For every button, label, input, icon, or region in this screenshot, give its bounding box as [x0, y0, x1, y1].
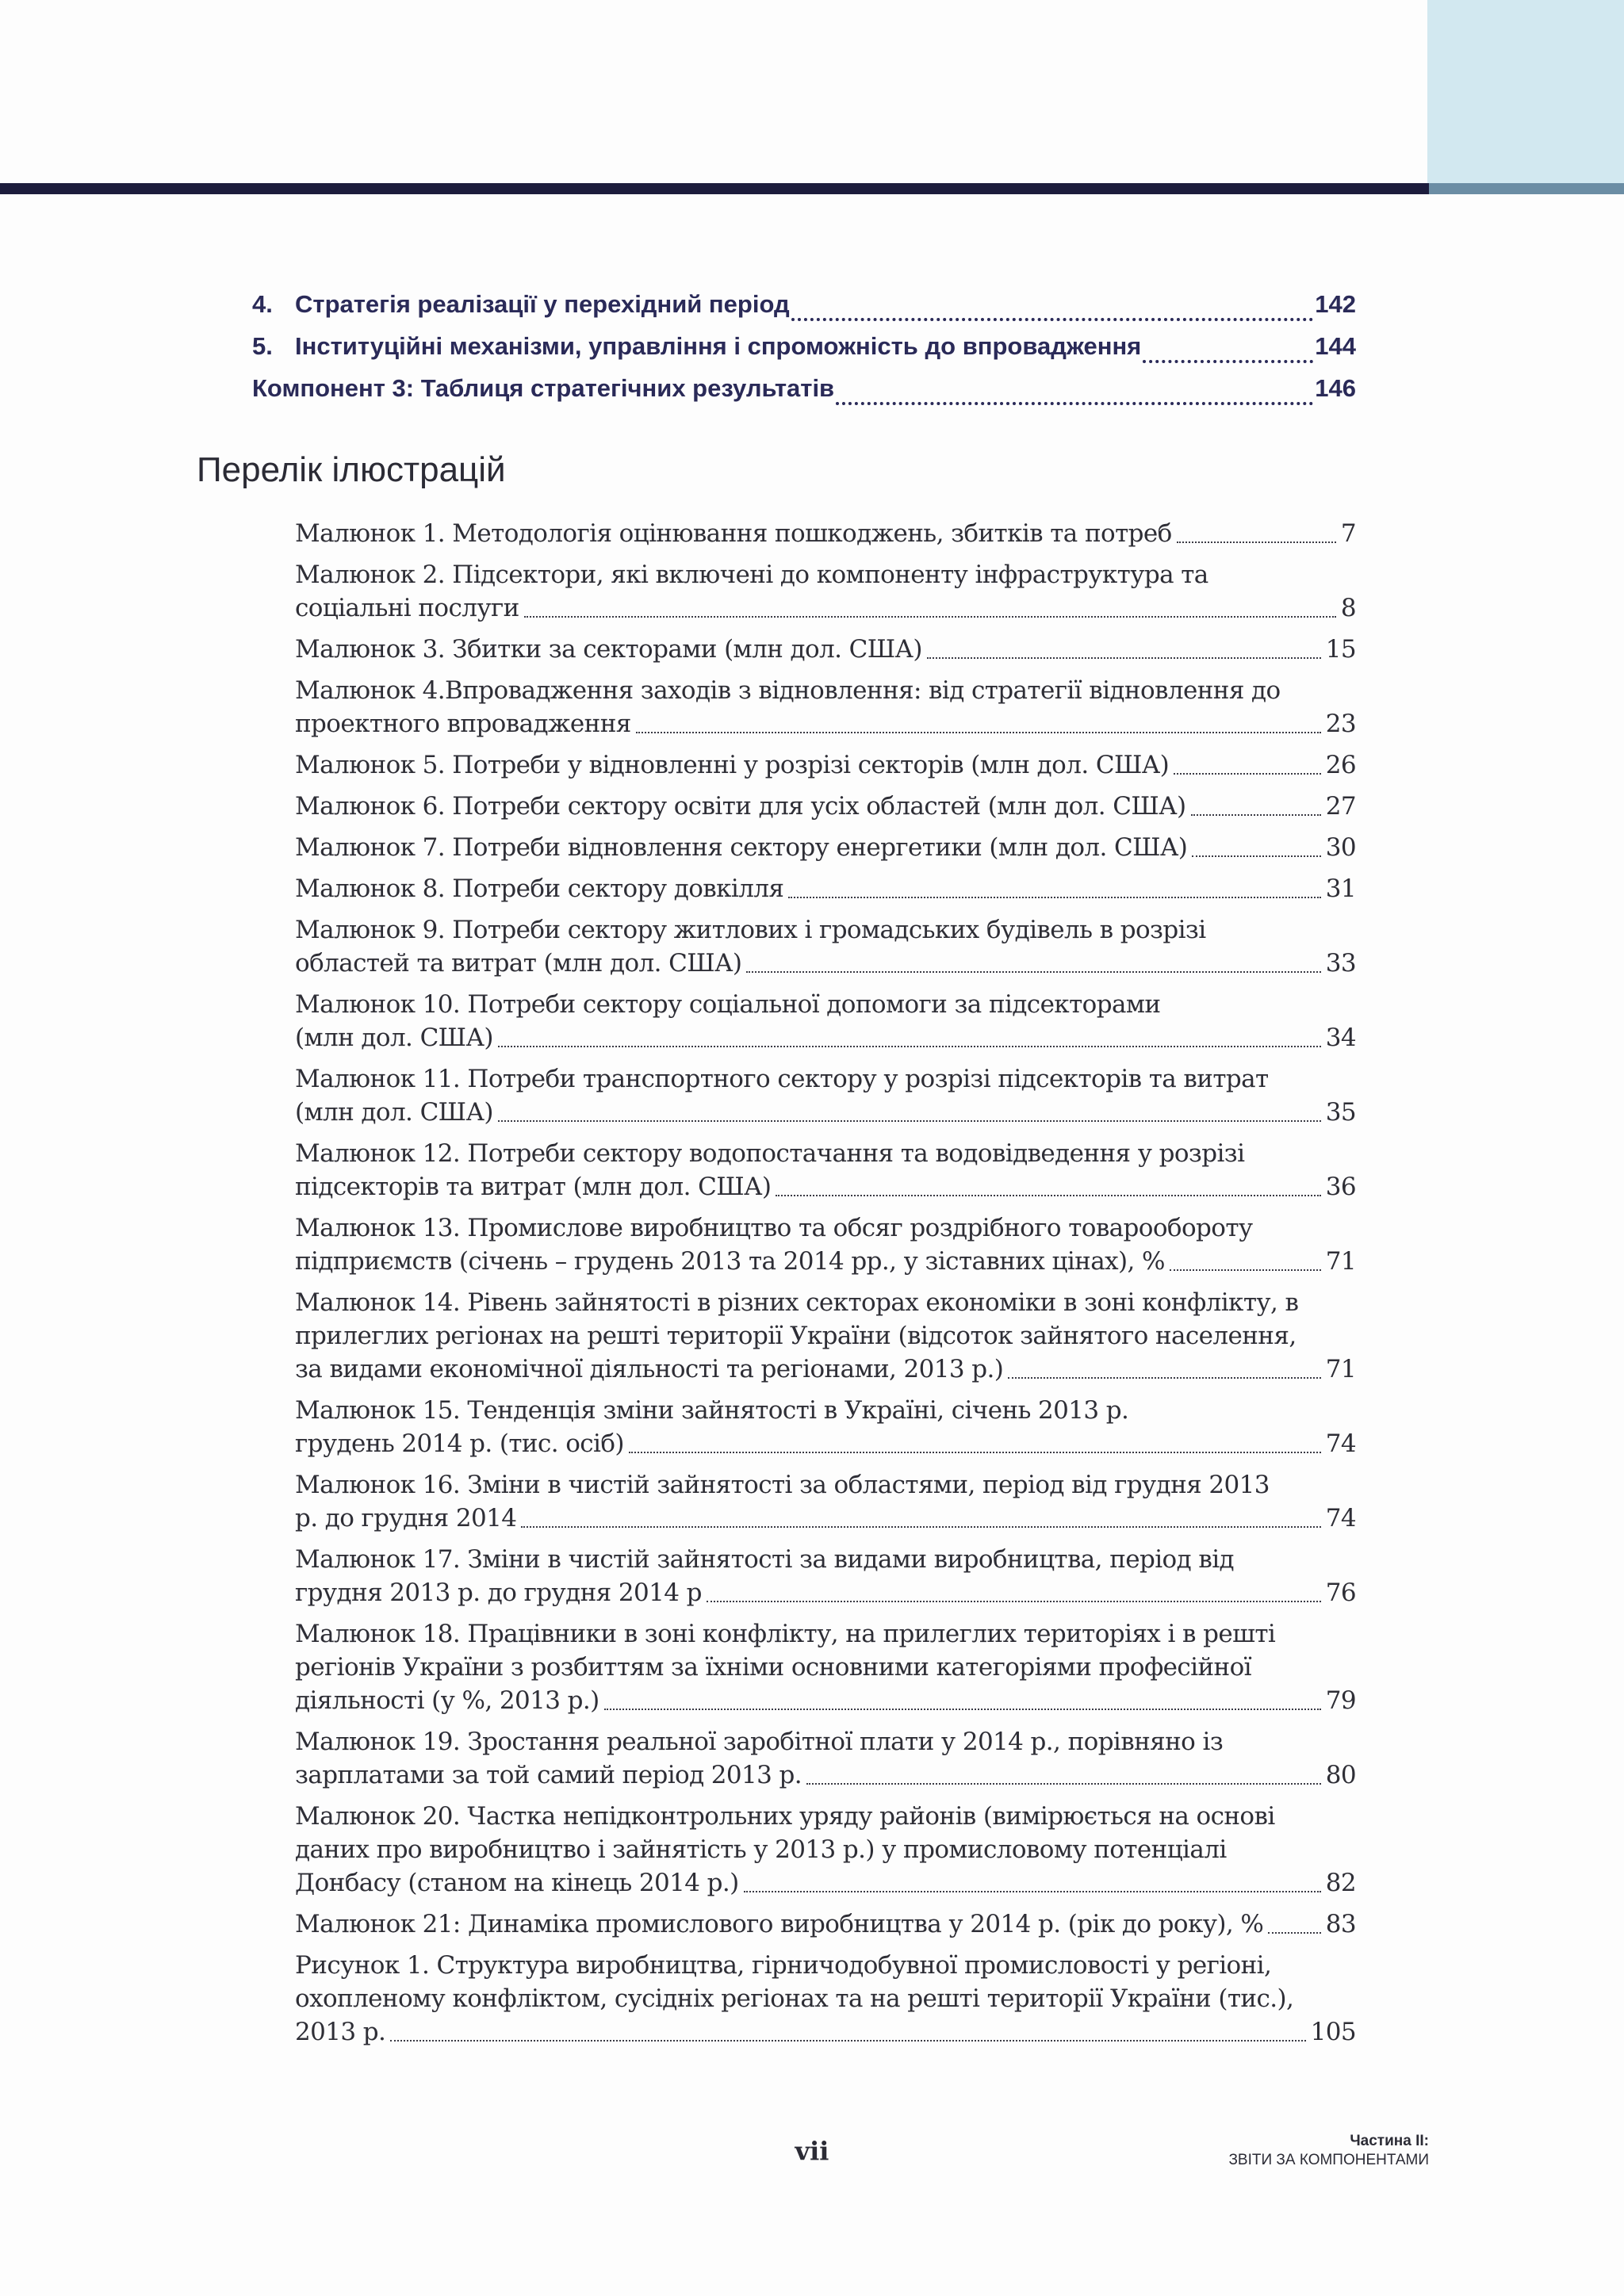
toc-entry[interactable]	[252, 374, 1356, 416]
figure-entry[interactable]	[295, 872, 1356, 905]
figure-entry[interactable]	[295, 1062, 1356, 1129]
figure-page: 26	[1325, 751, 1356, 779]
figure-page: 31	[1325, 874, 1356, 903]
figure-title-line: Малюнок 6. Потреби сектору освіти для усіх областей (млн дол. США)	[295, 792, 1186, 821]
toc-number: 4.	[252, 290, 273, 318]
figure-leader	[788, 895, 1320, 898]
figure-leader	[629, 1450, 1321, 1453]
section-title: Перелік ілюстрацій	[197, 450, 506, 489]
figure-page: 80	[1325, 1761, 1356, 1789]
figure-title-line: даних про виробництво і зайнятість у 2013 р.) у промисловому потенціалі	[295, 1835, 1227, 1864]
header-rule-accent	[1429, 183, 1624, 194]
figure-entry[interactable]	[295, 1543, 1356, 1609]
figure-title-last-line	[295, 1021, 1356, 1054]
figure-title-last-line	[295, 1245, 1356, 1278]
figure-title-line: Малюнок 17. Зміни в чистій зайнятості за видами виробництва, період від	[295, 1545, 1235, 1574]
figure-title-line: (млн дол. США)	[295, 1098, 493, 1127]
figure-leader	[1008, 1376, 1320, 1379]
toc-leader	[1143, 357, 1313, 363]
figure-page: 71	[1325, 1355, 1356, 1383]
figure-page: 23	[1325, 710, 1356, 738]
figure-title-last-line	[295, 1502, 1356, 1535]
figure-title-last-line	[295, 633, 1356, 666]
figure-title-line: Малюнок 16. Зміни в чистій зайнятості за областями, період від грудня 2013	[295, 1471, 1270, 1499]
figure-title-last-line	[295, 748, 1356, 782]
figure-entry[interactable]	[295, 1137, 1356, 1203]
figure-title-line: діяльності (у %, 2013 р.)	[295, 1686, 599, 1715]
figure-leader	[744, 1889, 1321, 1892]
figure-title-line: підприємств (січень – грудень 2013 та 2014 рр., у зіставних цінах), %	[295, 1247, 1165, 1276]
figure-leader	[776, 1193, 1320, 1196]
toc-page: 144	[1315, 332, 1356, 360]
figure-leader	[1174, 771, 1321, 775]
figure-entry[interactable]	[295, 1468, 1356, 1535]
figure-title-line: Малюнок 9. Потреби сектору житлових і громадських будівель в розрізі	[295, 916, 1206, 944]
figure-title-last-line	[295, 707, 1356, 740]
figure-page: 79	[1325, 1686, 1356, 1715]
table-of-contents	[252, 290, 1356, 416]
figure-entry[interactable]	[295, 988, 1356, 1054]
figure-entry[interactable]	[295, 674, 1356, 740]
figure-title-line: Малюнок 5. Потреби у відновленні у розрізі секторів (млн дол. США)	[295, 751, 1170, 779]
footer-subtitle: ЗВІТИ ЗА КОМПОНЕНТАМИ	[1228, 2152, 1429, 2168]
figure-title-line: Малюнок 20. Частка непідконтрольних уряду районів (вимірюється на основі	[295, 1802, 1275, 1831]
figure-title-line: Рисунок 1. Структура виробництва, гірничодобувної промисловості у регіоні,	[295, 1951, 1272, 1980]
figure-title-line: Малюнок 13. Промислове виробництво та обсяг роздрібного товарообороту	[295, 1214, 1253, 1242]
figure-title-line: Малюнок 11. Потреби транспортного сектору у розрізі підсекторів та витрат	[295, 1065, 1269, 1093]
figure-page: 30	[1325, 833, 1356, 862]
toc-page: 142	[1315, 290, 1356, 318]
figure-leader	[498, 1119, 1321, 1122]
figure-title-line: зарплатами за той самий період 2013 р.	[295, 1761, 802, 1789]
figure-page: 15	[1325, 635, 1356, 664]
figure-leader	[524, 614, 1336, 618]
figure-title-line: за видами економічної діяльності та регіонами, 2013 р.)	[295, 1355, 1004, 1383]
figure-leader	[498, 1044, 1321, 1047]
figure-leader	[1170, 1268, 1321, 1271]
figure-page: 36	[1325, 1173, 1356, 1201]
figure-title-last-line	[295, 1576, 1356, 1609]
figure-entry[interactable]	[295, 1908, 1356, 1941]
figure-title-last-line	[295, 1170, 1356, 1203]
toc-number: 5.	[252, 332, 273, 360]
figure-leader	[1268, 1931, 1321, 1934]
toc-leader	[791, 315, 1314, 321]
figure-entry[interactable]	[295, 1211, 1356, 1278]
figure-title-line: соціальні послуги	[295, 594, 519, 622]
figure-leader	[1192, 854, 1320, 857]
toc-entry[interactable]	[252, 290, 1356, 332]
figure-title-line: прилеглих регіонах на решті території України (відсоток зайнятого населення,	[295, 1322, 1297, 1350]
figure-title-line: грудня 2013 р. до грудня 2014 р	[295, 1578, 702, 1607]
figure-title-line: охопленому конфліктом, сусідніх регіонах та на решті території України (тис.),	[295, 1984, 1294, 2013]
figure-title-line: Малюнок 3. Збитки за секторами (млн дол. США)	[295, 635, 922, 664]
figure-title-last-line	[295, 872, 1356, 905]
figure-leader	[746, 970, 1320, 973]
figure-entry[interactable]	[295, 633, 1356, 666]
figure-leader	[927, 656, 1321, 659]
figure-page: 35	[1325, 1098, 1356, 1127]
figure-page: 7	[1340, 519, 1356, 548]
figure-title-line: Малюнок 1. Методологія оцінювання пошкоджень, збитків та потреб	[295, 519, 1172, 548]
figure-entry[interactable]	[295, 790, 1356, 823]
figure-page: 74	[1325, 1504, 1356, 1533]
figure-title-last-line	[295, 1758, 1356, 1792]
figure-title-line: Малюнок 7. Потреби відновлення сектору енергетики (млн дол. США)	[295, 833, 1188, 862]
figure-title-line: (млн дол. США)	[295, 1024, 493, 1052]
figure-title-last-line	[295, 2015, 1356, 2049]
figure-title-line: підсекторів та витрат (млн дол. США)	[295, 1173, 772, 1201]
figure-leader	[636, 730, 1321, 733]
figure-title-line: регіонів України з розбиттям за їхніми основними категоріями професійної	[295, 1653, 1251, 1682]
toc-page: 146	[1315, 374, 1356, 402]
figure-title-last-line	[295, 591, 1356, 625]
figure-title-line: проектного впровадження	[295, 710, 631, 738]
figure-page: 8	[1340, 594, 1356, 622]
figure-title-last-line	[295, 790, 1356, 823]
figure-title-line: Донбасу (станом на кінець 2014 р.)	[295, 1869, 739, 1897]
figure-leader	[707, 1599, 1321, 1602]
figure-title-last-line	[295, 1908, 1356, 1941]
figure-page: 33	[1325, 949, 1356, 978]
figure-entry[interactable]	[295, 1725, 1356, 1792]
figure-page: 83	[1325, 1910, 1356, 1938]
figure-title-line: Малюнок 4.Впровадження заходів з відновлення: від стратегії відновлення до	[295, 676, 1281, 705]
figure-title-line: Малюнок 21: Динаміка промислового виробництва у 2014 р. (рік до року), %	[295, 1910, 1264, 1938]
list-of-figures	[295, 517, 1356, 2057]
toc-title: Компонент 3: Таблиця стратегічних результатів	[252, 374, 835, 402]
figure-title-line: Малюнок 18. Працівники в зоні конфлікту, на прилеглих територіях і в решті	[295, 1620, 1276, 1648]
figure-leader	[390, 2038, 1305, 2042]
figure-entry[interactable]	[295, 558, 1356, 625]
figure-entry[interactable]	[295, 517, 1356, 550]
figure-title-last-line	[295, 831, 1356, 864]
figure-leader	[521, 1525, 1320, 1528]
figure-page: 105	[1310, 2018, 1356, 2046]
figure-page: 82	[1325, 1869, 1356, 1897]
figure-title-last-line	[295, 1427, 1356, 1460]
toc-entry[interactable]	[252, 332, 1356, 374]
figure-entry[interactable]	[295, 1800, 1356, 1900]
footer-part-label: Частина II:	[1350, 2133, 1429, 2149]
figure-entry[interactable]	[295, 831, 1356, 864]
figure-entry[interactable]	[295, 748, 1356, 782]
figure-title-last-line	[295, 1866, 1356, 1900]
figure-title-last-line	[295, 947, 1356, 980]
figure-entry[interactable]	[295, 1394, 1356, 1460]
figure-entry[interactable]	[295, 1617, 1356, 1717]
header-corner-block	[1427, 0, 1624, 184]
toc-leader	[836, 399, 1313, 405]
figure-title-line: р. до грудня 2014	[295, 1504, 517, 1533]
toc-title: Стратегія реалізації у перехідний період	[295, 290, 790, 318]
figure-title-line: областей та витрат (млн дол. США)	[295, 949, 742, 978]
figure-entry[interactable]	[295, 1949, 1356, 2049]
figure-page: 76	[1325, 1578, 1356, 1607]
figure-title-line: Малюнок 12. Потреби сектору водопостачання та водовідведення у розрізі	[295, 1139, 1245, 1168]
figure-page: 71	[1325, 1247, 1356, 1276]
figure-leader	[806, 1781, 1321, 1785]
figure-title-line: Малюнок 10. Потреби сектору соціальної допомоги за підсекторами	[295, 990, 1161, 1019]
figure-leader	[1177, 540, 1336, 543]
figure-title-last-line	[295, 517, 1356, 550]
toc-title: Інституційні механізми, управління і спроможність до впровадження	[295, 332, 1142, 360]
figure-leader	[1191, 813, 1321, 816]
header-rule	[0, 183, 1429, 194]
figure-title-line: 2013 р.	[295, 2018, 386, 2046]
page-number: vii	[795, 2136, 829, 2166]
figure-page: 34	[1325, 1024, 1356, 1052]
figure-page: 27	[1325, 792, 1356, 821]
figure-title-line: Малюнок 19. Зростання реальної заробітної плати у 2014 р., порівняно із	[295, 1728, 1224, 1756]
figure-title-line: Малюнок 8. Потреби сектору довкілля	[295, 874, 784, 903]
figure-title-last-line	[295, 1353, 1356, 1386]
figure-title-line: Малюнок 2. Підсектори, які включені до компоненту інфраструктура та	[295, 561, 1208, 589]
figure-entry[interactable]	[295, 913, 1356, 980]
figure-title-line: Малюнок 14. Рівень зайнятості в різних секторах економіки в зоні конфлікту, в	[295, 1288, 1299, 1317]
figure-page: 74	[1325, 1429, 1356, 1458]
figure-title-last-line	[295, 1684, 1356, 1717]
figure-title-line: грудень 2014 р. (тис. осіб)	[295, 1429, 624, 1458]
figure-leader	[604, 1707, 1321, 1710]
figure-title-line: Малюнок 15. Тенденція зміни зайнятості в Україні, січень 2013 р.	[295, 1396, 1129, 1425]
figure-entry[interactable]	[295, 1286, 1356, 1386]
figure-title-last-line	[295, 1096, 1356, 1129]
